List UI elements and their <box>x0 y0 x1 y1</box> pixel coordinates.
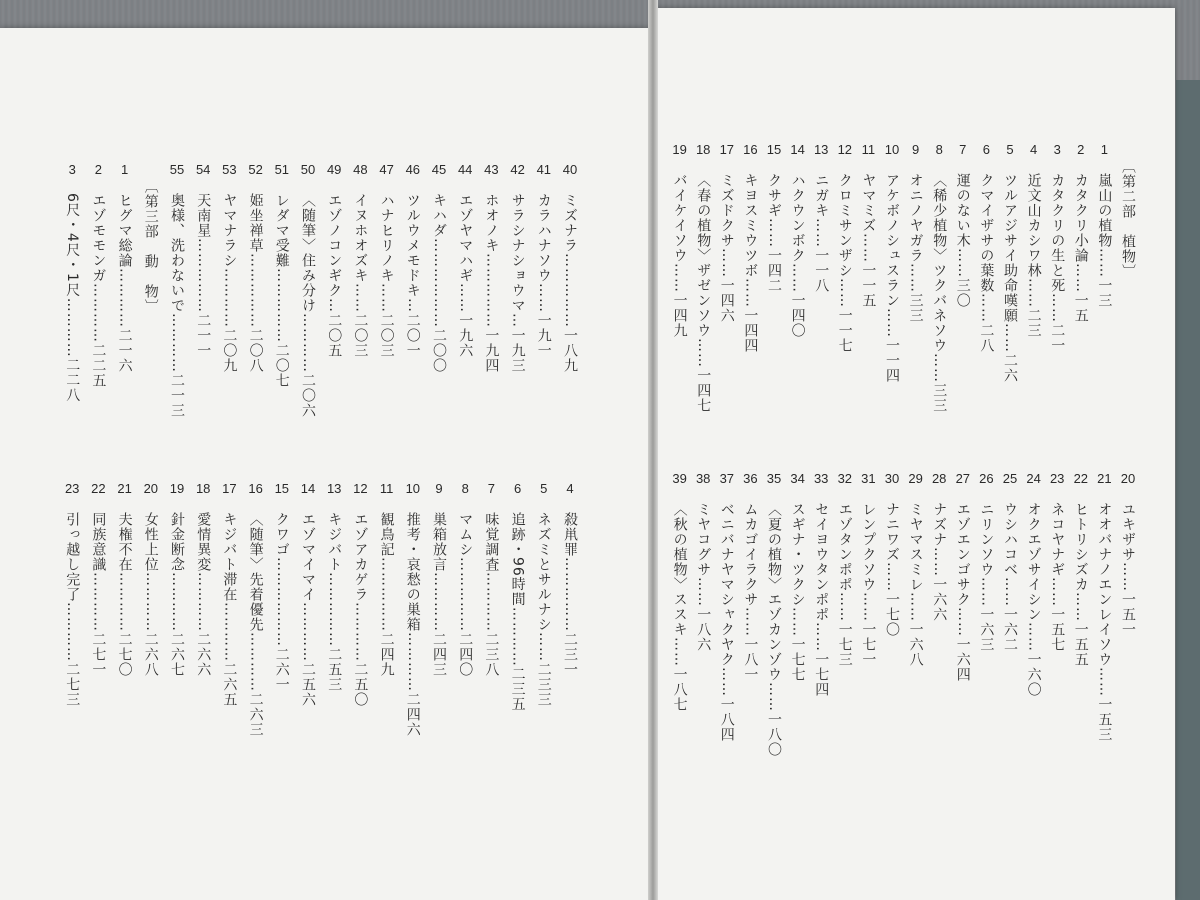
toc-entry-title: ツルアジサイ助命嘆願……二六 <box>1002 173 1018 383</box>
toc-entry-number: 19 <box>169 481 185 496</box>
toc-entry <box>905 143 927 323</box>
toc-entry <box>323 163 345 358</box>
toc-entry-title: 〈秋の植物〉ススキ……一八七 <box>671 502 688 712</box>
toc-entry-number: 19 <box>672 142 687 157</box>
toc-entry-title: 〈稀少植物〉ツクバネソウ……三三 <box>931 173 948 413</box>
toc-entry-title: オニノヤガラ……三三 <box>907 173 924 323</box>
toc-entry <box>245 163 267 373</box>
toc-entry-title: 〈随筆〉先着優先…………二六三 <box>247 512 264 737</box>
toc-entry <box>928 472 950 622</box>
toc-entry-number: 29 <box>908 471 923 486</box>
toc-entry-title: キジバト滞在…………二六五 <box>221 512 238 707</box>
toc-entry <box>857 472 879 667</box>
toc-entry-number: 41 <box>536 162 552 177</box>
toc-entry <box>905 472 927 667</box>
toc-entry-number: 17 <box>222 481 237 496</box>
toc-entry <box>952 472 974 682</box>
toc-entry-number: 9 <box>911 142 920 157</box>
toc-entry <box>140 482 162 677</box>
toc-entry-title: サラシナショウマ…一九三 <box>509 193 526 373</box>
toc-entry <box>1117 472 1139 637</box>
toc-entry <box>763 143 785 293</box>
toc-entry-title: ネコヤナギ……一五七 <box>1049 502 1066 652</box>
toc-entry-number: 1 <box>120 162 129 177</box>
left-page <box>0 28 651 900</box>
toc-entry-title: 運のない木……三〇 <box>954 173 971 308</box>
toc-entry-number: 2 <box>94 162 102 177</box>
toc-entry-title: 〈春の植物〉ザゼンソウ……一四七 <box>695 173 712 413</box>
toc-entry-number: 4 <box>566 481 574 496</box>
toc-entry-title: 追跡・96時間…………二三五 <box>509 512 526 712</box>
toc-entry-number: 32 <box>837 471 853 486</box>
toc-entry-number: 20 <box>1120 471 1136 486</box>
toc-entry-number: 55 <box>169 162 185 177</box>
toc-entry <box>480 163 502 373</box>
toc-entry-title: エゾエンゴサク……一六四 <box>954 502 971 682</box>
toc-entry-number: 53 <box>222 162 237 177</box>
toc-entry <box>1023 472 1045 697</box>
toc-entry-title: エゾヤマハギ……一九六 <box>457 193 474 358</box>
toc-entry-number: 17 <box>719 142 735 157</box>
toc-entry-number: 13 <box>326 481 342 496</box>
toc-entry <box>739 143 761 353</box>
toc-entry-number: 13 <box>813 142 829 157</box>
toc-entry-number: 16 <box>743 142 758 157</box>
toc-entry <box>114 163 136 373</box>
toc-entry-title: エゾノコンギク…二〇五 <box>326 193 343 358</box>
toc-entry <box>61 163 83 403</box>
toc-entry-number: 7 <box>487 481 495 496</box>
toc-entry-number: 51 <box>274 162 290 177</box>
toc-entry-title: エゾモモンガ…………二二五 <box>90 193 107 388</box>
toc-entry <box>166 482 188 677</box>
toc-entry-title: エゾマイマイ…………二五六 <box>300 512 316 707</box>
toc-entry-title: クロミサンザシ……一一七 <box>836 173 853 353</box>
toc-entry-title: ナニワズ……一七〇 <box>884 502 900 637</box>
toc-entry <box>376 482 398 677</box>
toc-entry-title: 女性上位…………二六八 <box>142 512 159 677</box>
toc-entry <box>507 482 529 712</box>
toc-entry-title: アケボノシュスラン……一一四 <box>884 173 900 383</box>
toc-entry-number: 7 <box>959 142 967 157</box>
toc-entry-number: 21 <box>1097 471 1112 486</box>
toc-entry-number: 43 <box>484 162 499 177</box>
toc-entry-number: 49 <box>326 162 342 177</box>
toc-entry <box>192 163 214 358</box>
toc-entry-number: 11 <box>379 481 394 496</box>
toc-entry <box>692 472 714 652</box>
toc-entry-title: セイヨウタンポポ……一七四 <box>813 502 830 697</box>
toc-entry-number: 48 <box>353 162 368 177</box>
toc-entry <box>323 482 345 692</box>
toc-entry-title: 嵐山の植物……一三 <box>1096 173 1113 308</box>
toc-entry <box>881 143 903 383</box>
book-cover-edge <box>1176 80 1200 900</box>
toc-entry <box>87 163 109 388</box>
toc-entry-number: 39 <box>672 471 687 486</box>
toc-entry-number: 44 <box>457 162 473 177</box>
toc-entry <box>975 143 997 353</box>
toc-entry <box>810 143 832 293</box>
toc-entry-title: ベニバナヤマシャクヤク……一八四 <box>718 502 735 742</box>
toc-entry-number: 23 <box>64 481 80 496</box>
toc-entry-title: 夫権不在…………二七〇 <box>116 512 133 677</box>
toc-entry-number: 50 <box>300 162 316 177</box>
toc-entry-number: 34 <box>790 471 805 486</box>
toc-entry-number: 5 <box>1006 142 1014 157</box>
toc-entry-number: 27 <box>955 471 971 486</box>
toc-entry <box>428 163 450 373</box>
toc-entry-number: 38 <box>695 471 711 486</box>
toc-entry <box>114 482 136 677</box>
toc-entry-number: 25 <box>1002 471 1018 486</box>
toc-entry-title: 巣箱放言…………二四三 <box>431 512 447 677</box>
toc-entry <box>1046 472 1068 652</box>
toc-entry-title: 引っ越し完了…………二七三 <box>64 512 81 707</box>
toc-entry-title: ミヤコグサ……一八六 <box>695 502 712 652</box>
toc-entry <box>669 143 691 338</box>
toc-entry <box>559 482 581 677</box>
toc-entry-number: 10 <box>884 142 900 157</box>
toc-entry <box>1023 143 1045 338</box>
toc-entry-title: 姫坐禅草……………二〇八 <box>247 193 264 373</box>
toc-entry-title: レダマ受難……………二〇七 <box>273 193 290 388</box>
toc-entry <box>787 472 809 682</box>
toc-entry-title: ナズナ……一六六 <box>931 502 948 622</box>
toc-entry <box>218 482 240 707</box>
toc-entry <box>739 472 761 682</box>
toc-entry-title: クサギ……一四二 <box>766 173 782 293</box>
toc-entry <box>297 163 319 418</box>
toc-entry-title: キハダ………………二〇〇 <box>431 193 447 373</box>
toc-entry-title: カタクリの生と死……二一 <box>1049 173 1066 353</box>
toc-entry-number: 15 <box>766 142 782 157</box>
toc-entry-title: ニガキ……一一八 <box>813 173 830 293</box>
toc-entry-number: 18 <box>695 142 711 157</box>
toc-entry-number: 5 <box>540 481 548 496</box>
toc-entry-title: 〈夏の植物〉エゾカンゾウ……一八〇 <box>766 502 782 757</box>
toc-entry-number: 3 <box>1053 142 1061 157</box>
toc-entry-title: ユキザサ……一五一 <box>1120 502 1136 637</box>
toc-entry <box>297 482 319 707</box>
toc-entry-title: 針金断念…………二六七 <box>169 512 185 677</box>
toc-entry <box>952 143 974 308</box>
toc-entry-title: ニリンソウ……一六三 <box>978 502 995 652</box>
toc-entry-number: 2 <box>1077 142 1085 157</box>
toc-entry-title: 愛情異変…………二六六 <box>195 512 212 677</box>
toc-entry-number: 47 <box>379 162 394 177</box>
toc-entry-title: ミズドクサ……一四六 <box>718 173 735 323</box>
toc-entry-title: 〔第二部 植物〕 <box>1120 159 1136 279</box>
toc-entry-number: 6 <box>513 481 522 496</box>
toc-entry-number: 10 <box>405 481 421 496</box>
toc-entry-number: 8 <box>461 481 469 496</box>
toc-entry-title: イヌホオズキ……二〇三 <box>352 193 369 358</box>
toc-entry-number: 21 <box>117 481 132 496</box>
toc-entry-number: 26 <box>979 471 994 486</box>
toc-entry <box>1070 472 1092 667</box>
toc-entry <box>218 163 240 373</box>
toc-entry <box>454 482 476 677</box>
toc-entry-title: ヤマミズ……一一五 <box>860 173 877 308</box>
toc-entry <box>402 163 424 358</box>
toc-entry <box>1117 143 1139 279</box>
toc-entry <box>376 163 398 358</box>
toc-entry-title: クワゴ………………二六一 <box>273 512 290 692</box>
toc-entry-title: スギナ・ツクシ……一七七 <box>789 502 806 682</box>
toc-entry-number: 6 <box>982 142 990 157</box>
toc-entry <box>716 472 738 742</box>
toc-entry-title: 味覚調査…………二三八 <box>483 512 500 677</box>
toc-entry <box>507 163 529 373</box>
toc-entry-title: 観鳥記……………二四九 <box>378 512 395 677</box>
toc-entry <box>1046 143 1068 353</box>
toc-entry <box>716 143 738 323</box>
toc-entry <box>834 472 856 667</box>
toc-entry-number: 8 <box>935 142 943 157</box>
toc-entry-title: ミヤマスミレ……一六八 <box>907 502 924 667</box>
toc-entry <box>975 472 997 652</box>
toc-entry-title: 殺鼡罪……………二三一 <box>562 512 578 677</box>
toc-entry-title: エゾアカゲラ…………二五〇 <box>352 512 369 707</box>
toc-entry-title: ムカゴイラクサ……一八一 <box>742 502 759 682</box>
toc-entry <box>349 163 371 358</box>
toc-entry-number: 42 <box>510 162 525 177</box>
toc-entry-number: 4 <box>1029 142 1038 157</box>
toc-entry <box>787 143 809 338</box>
toc-entry-number: 12 <box>353 481 368 496</box>
toc-entry-title: オオバナノエンレイソウ……一五三 <box>1096 502 1113 742</box>
toc-entry-number: 22 <box>1073 471 1089 486</box>
toc-entry <box>349 482 371 707</box>
toc-entry-number: 23 <box>1049 471 1065 486</box>
toc-entry <box>1093 143 1115 308</box>
toc-entry <box>480 482 502 677</box>
toc-entry-title: クマイザサの葉数……二八 <box>978 173 995 353</box>
toc-entry <box>245 482 267 737</box>
toc-entry-number: 15 <box>274 481 290 496</box>
toc-entry-title: オクエゾサイシン……一六〇 <box>1025 502 1042 697</box>
toc-entry-number: 9 <box>435 481 443 496</box>
toc-entry-title: 推考・哀愁の巣箱…………二四六 <box>404 512 421 737</box>
toc-entry <box>140 163 162 314</box>
toc-entry-number: 40 <box>562 162 578 177</box>
toc-entry <box>533 163 555 358</box>
toc-entry <box>402 482 424 737</box>
toc-entry-number: 1 <box>1100 142 1108 157</box>
toc-entry-number: 33 <box>813 471 829 486</box>
toc-entry-title: カタクリ小論……一五 <box>1072 173 1089 323</box>
toc-entry <box>533 482 555 707</box>
toc-entry-number: 35 <box>766 471 782 486</box>
toc-entry-title: レンプクソウ……一七一 <box>860 502 877 667</box>
toc-entry <box>271 482 293 692</box>
toc-entry <box>999 472 1021 652</box>
toc-entry <box>881 472 903 637</box>
toc-entry <box>1093 472 1115 742</box>
toc-entry-number: 14 <box>300 481 316 496</box>
toc-entry-number: 3 <box>68 162 76 177</box>
toc-entry-number: 11 <box>861 142 876 157</box>
toc-entry <box>810 472 832 697</box>
toc-entry-number: 54 <box>195 162 211 177</box>
toc-entry <box>428 482 450 677</box>
toc-entry-title: キヨスミウツボ……一四四 <box>742 173 759 353</box>
toc-entry <box>454 163 476 358</box>
toc-entry-title: バイケイソウ……一四九 <box>671 173 688 338</box>
toc-entry-number: 45 <box>431 162 447 177</box>
toc-entry-number: 24 <box>1026 471 1041 486</box>
toc-entry-number: 30 <box>884 471 900 486</box>
toc-entry-number: 14 <box>790 142 805 157</box>
toc-entry <box>87 482 109 677</box>
toc-entry-title: ツルウメモドキ…二〇一 <box>404 193 421 358</box>
toc-entry-title: ヤマナラシ…………二〇九 <box>221 193 238 373</box>
toc-entry-title: 6尺・4尺・1尺…………二二八 <box>64 193 81 403</box>
toc-entry-number: 31 <box>861 471 876 486</box>
toc-entry-title: ミズナラ……………一八九 <box>562 193 578 373</box>
toc-entry-number: 37 <box>719 471 735 486</box>
toc-entry-title: ヒトリシズカ……一五五 <box>1072 502 1089 667</box>
toc-entry <box>559 163 581 373</box>
toc-entry-number: 52 <box>248 162 263 177</box>
toc-entry <box>669 472 691 712</box>
toc-entry-title: マムシ……………二四〇 <box>457 512 474 677</box>
toc-entry-title: ホオノキ……………一九四 <box>483 193 500 373</box>
toc-entry-number: 28 <box>931 471 947 486</box>
toc-entry <box>857 143 879 308</box>
toc-entry <box>1070 143 1092 323</box>
toc-entry-title: 同族意識…………二七一 <box>90 512 107 677</box>
toc-entry-title: キジバト……………二五三 <box>326 512 343 692</box>
toc-entry-title: 〈随筆〉住み分け…………二〇六 <box>300 193 316 418</box>
toc-entry-number: 18 <box>195 481 211 496</box>
toc-entry-title: エゾタンポポ……一七三 <box>836 502 853 667</box>
toc-entry <box>999 143 1021 383</box>
toc-entry-title: ヒグマ総論…………二一六 <box>116 193 133 373</box>
toc-entry-number: 16 <box>248 481 263 496</box>
toc-entry-title: 天南星……………二一一 <box>195 193 212 358</box>
toc-entry-title: 近文山カシワ林……二三 <box>1025 173 1042 338</box>
toc-entry-number: 36 <box>743 471 758 486</box>
toc-entry-title: ネズミとサルナシ……二三三 <box>535 512 552 707</box>
toc-entry-title: カラハナソウ……一九一 <box>535 193 552 358</box>
toc-entry <box>763 472 785 757</box>
toc-entry <box>192 482 214 677</box>
toc-entry-number: 22 <box>91 481 106 496</box>
toc-entry <box>166 163 188 418</box>
toc-entry-number: 46 <box>405 162 421 177</box>
toc-entry <box>271 163 293 388</box>
toc-entry-title: ハナヒリノキ……二〇三 <box>378 193 395 358</box>
toc-entry-title: ウシハコベ……一六二 <box>1002 502 1018 652</box>
toc-entry <box>834 143 856 353</box>
toc-entry <box>692 143 714 413</box>
toc-entry-number: 12 <box>837 142 853 157</box>
toc-entry <box>61 482 83 707</box>
toc-entry-number: 20 <box>143 481 159 496</box>
toc-entry-title: ハクウンボク……一四〇 <box>789 173 806 338</box>
toc-entry-title: 奥様、洗わないで…………二一三 <box>169 193 185 418</box>
toc-entry-title: 〔第三部 動 物〕 <box>142 179 159 314</box>
book-gutter <box>648 0 658 900</box>
toc-entry <box>928 143 950 413</box>
